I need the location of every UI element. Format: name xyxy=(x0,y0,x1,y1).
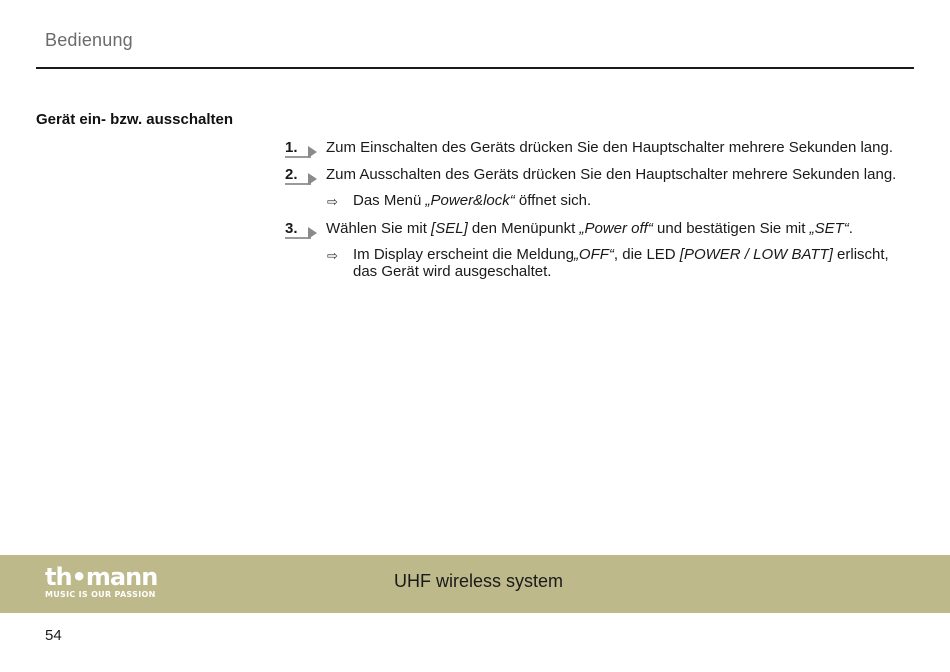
section-subheading: Gerät ein- bzw. ausschalten xyxy=(36,111,233,128)
result-2 xyxy=(285,192,905,209)
step-3 xyxy=(285,219,905,239)
step-text-part: und bestätigen Sie mit xyxy=(652,220,810,237)
page-number: 54 xyxy=(45,627,62,644)
logo-tagline: MUSIC IS OUR PASSION xyxy=(45,590,156,599)
step-key-sel: [SEL] xyxy=(431,220,468,237)
arrow-right-icon: ⇨ xyxy=(327,248,338,263)
section-header: Bedienung xyxy=(45,30,133,50)
instruction-steps xyxy=(285,138,905,280)
step-number-3 xyxy=(285,219,319,243)
result-3 xyxy=(285,246,905,280)
step-arrow-icon xyxy=(308,227,317,239)
result-text-part: Im Display erscheint die Meldung xyxy=(353,246,574,263)
result-text-part: , die LED xyxy=(613,246,680,263)
step-number-text: 1. xyxy=(285,139,298,156)
result-menu-name: „Power&lock“ xyxy=(425,192,515,209)
step-menu-item: „Power off“ xyxy=(579,220,653,237)
product-title: UHF wireless system xyxy=(394,571,564,591)
arrow-right-icon: ⇨ xyxy=(327,194,338,209)
thomann-logo xyxy=(45,565,175,605)
step-arrow-icon xyxy=(308,146,317,158)
step-number-1 xyxy=(285,138,319,162)
step-number-text: 3. xyxy=(285,220,298,237)
step-text: Zum Einschalten des Geräts drücken Sie den Hauptschalter mehrere Sekunden lang. xyxy=(326,139,893,156)
step-2 xyxy=(285,165,905,185)
step-text: Zum Ausschalten des Geräts drücken Sie den Hauptschalter mehrere Sekunden lang. xyxy=(326,166,897,183)
header-divider xyxy=(36,67,914,69)
step-text-part: den Menüpunkt xyxy=(467,220,580,237)
result-text-post: öffnet sich. xyxy=(514,192,592,209)
step-number-text: 2. xyxy=(285,166,298,183)
step-arrow-icon xyxy=(308,173,317,185)
step-1 xyxy=(285,138,905,158)
step-text-part: Wählen Sie mit xyxy=(326,220,432,237)
step-number-2 xyxy=(285,165,319,189)
step-text-part: . xyxy=(848,220,853,237)
result-text-pre: Das Menü xyxy=(353,192,426,209)
result-led-name: [POWER / LOW BATT] xyxy=(679,246,833,263)
step-key-set: „SET“ xyxy=(809,220,849,237)
logo-wordmark: th•mann xyxy=(45,563,158,591)
result-message: „OFF“ xyxy=(573,246,614,263)
result-text-part: erlischt, das Gerät wird ausgeschaltet. xyxy=(353,246,889,280)
